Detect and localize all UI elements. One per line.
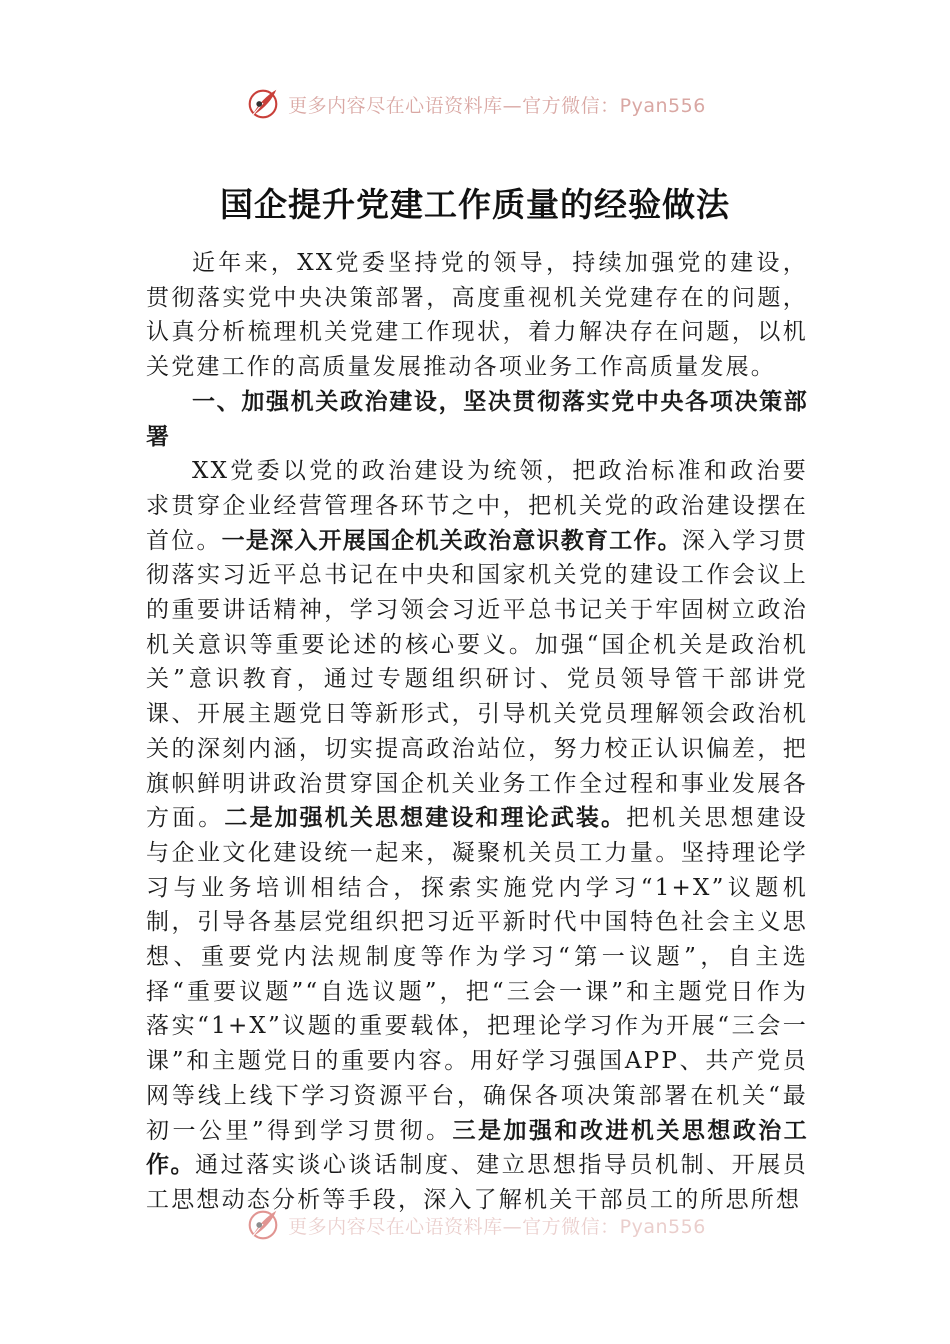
point-one-title: 一是深入开展国企机关政治意识教育工作。 (221, 526, 682, 554)
point-two-title: 二是加强机关思想建设和理论武装。 (224, 804, 627, 832)
feather-pen-icon (244, 1206, 282, 1244)
intro-paragraph: 近年来，XX党委坚持党的领导，持续加强党的建设，贯彻落实党中央决策部署，高度重视机关党建存在的问题，认真分析梳理机关党建工作现状，着力解决存在问题，以机关党建工作的高质量发展推动各项业务工作高质量发展。 (146, 250, 808, 381)
watermark-text: 更多内容尽在心语资料库—官方微信：Pyan556 (288, 94, 706, 117)
document-title: 国企提升党建工作质量的经验做法 (220, 185, 730, 224)
section-lead: XX党委以党的政治建设为统领，把政治标准和政治要求贯穿企业经营管理各环节之中，把机关党的政治建设摆在首位。 (146, 458, 808, 554)
watermark-footer (0, 1205, 950, 1245)
watermark-header (0, 84, 950, 124)
point-three-title: 三是加强和改进机关思想政治工作。 (146, 1116, 808, 1179)
point-two-text: 把机关思想建设与企业文化建设统一起来，凝聚机关员工力量。坚持理论学习与业务培训相结合，探索实施党内学习“1+X”议题机制，引导各基层党组织把习近平新时代中国特色社会主义思想、重要党内法规制度等作为学习“第一议题”，自主选择“重要议题”“自选议题”，把“三会一课”和主题党日作为落实“1+X”议题的重要载体，把理论学习作为开展“三会一课”和主题党日的重要内容。用好学习强国APP、共产党员网等线上线下学习资源平台，确保各项决策部署在机关“最初一公里”得到学习贯彻。 (146, 805, 808, 1144)
point-three-text: 通过落实谈心谈话制度、建立思想指导员机制、开展员工思想动态分析等手段，深入了解机关干部员工的所思所想 (146, 1152, 808, 1213)
watermark-text: 更多内容尽在心语资料库—官方微信：Pyan556 (288, 1215, 706, 1238)
section-paragraph (146, 454, 808, 1217)
point-one-text: 深入学习贯彻落实习近平总书记在中央和国家机关党的建设工作会议上的重要讲话精神，学习领会习近平总书记关于牢固树立政治机关意识等重要论述的核心要义。加强“国企机关是政治机关”意识教育，通过专题组织研讨、党员领导管干部讲党课、开展主题党日等新形式，引导机关党员理解领会政治机关的深刻内涵，切实提高政治站位，努力校正认识偏差，把旗帜鲜明讲政治贯穿国企机关业务工作全过程和事业发展各方面。 (146, 527, 808, 832)
feather-pen-icon (244, 85, 282, 123)
document-body (146, 246, 808, 1218)
section-heading: 一、加强机关政治建设，坚决贯彻落实党中央各项决策部署 (146, 387, 808, 450)
